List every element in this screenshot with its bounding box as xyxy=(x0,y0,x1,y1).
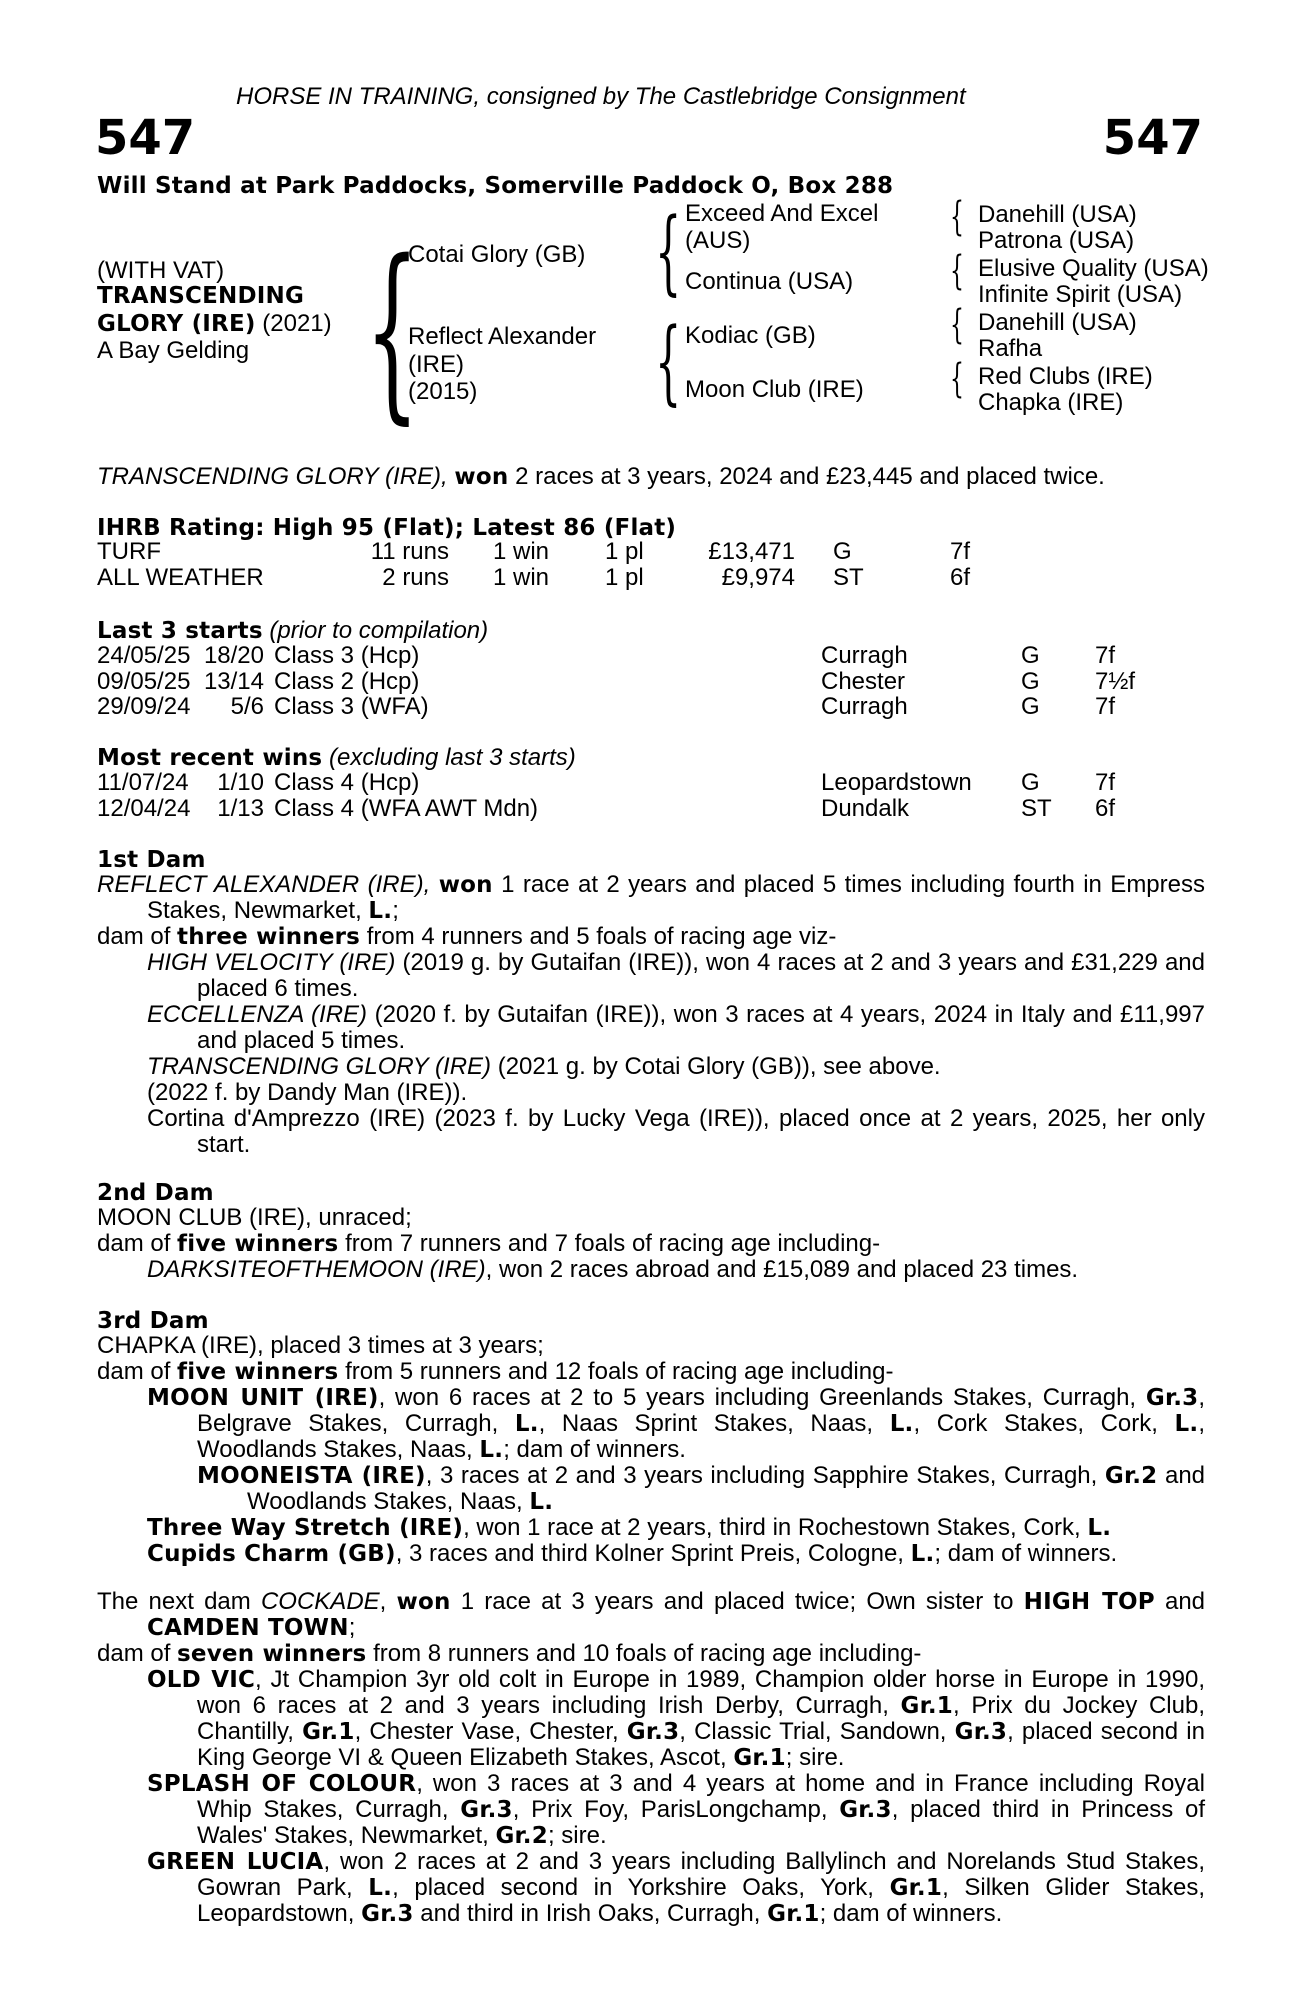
dam-name-line1: Reflect Alexander xyxy=(408,323,597,350)
pedigree-brace-dd: { xyxy=(950,356,964,402)
placed: 1 pl xyxy=(605,538,644,565)
course: Leopardstown xyxy=(821,769,972,796)
placed: 1 pl xyxy=(605,563,644,591)
distance: 7f xyxy=(950,538,971,565)
winners-count: seven winners xyxy=(177,1641,367,1667)
table-row xyxy=(97,796,1115,822)
punct: ; xyxy=(392,897,399,924)
winners-count: five winners xyxy=(177,1231,339,1257)
last3-note: (prior to compilation) xyxy=(269,617,489,644)
produce-entry xyxy=(97,950,1205,1002)
produce-name: MOON UNIT (IRE) xyxy=(147,1385,379,1411)
first-dam-produce-line xyxy=(97,924,1205,950)
produce-record: (2019 g. by Gutaifan (IRE)), won 4 races at 2 and 3 years and £31,229 and placed 6 times. xyxy=(197,949,1206,1002)
sire-name: Cotai Glory (GB) xyxy=(408,241,586,268)
runs: 2 runs xyxy=(382,563,449,591)
first-dam-heading: 1st Dam xyxy=(97,847,206,873)
sires-sire-line1: Exceed And Excel xyxy=(685,200,879,227)
produce-entry: SPLASH OF COLOUR, won 3 races at 3 and 4 years at home and in France including Royal Whip Stakes, Curragh, Gr.3, Prix Foy, ParisLongchamp, Gr.3, placed third in Princess of Wales' Stakes, Newmarket, Gr.2; sire. xyxy=(147,1770,1206,1849)
text: dam of xyxy=(97,1358,171,1385)
produce-entry: Cupids Charm (GB), 3 races and third Kolner Sprint Preis, Cologne, L.; dam of winners. xyxy=(147,1540,1118,1567)
table-row xyxy=(97,770,1115,796)
text: from 5 runners and 12 foals of racing age including- xyxy=(345,1358,894,1385)
going: G xyxy=(1021,642,1040,669)
pedigree-brace-sd: { xyxy=(950,248,964,294)
lot-number-left: 547 xyxy=(95,110,196,166)
recent-wins-title: Most recent wins xyxy=(97,745,323,771)
distance: 7f xyxy=(1095,693,1116,720)
pedigree-brace-ds: { xyxy=(950,302,964,348)
table-row xyxy=(97,669,1135,695)
third-dam-block xyxy=(97,1333,1205,1567)
produce-name: SPLASH OF COLOUR xyxy=(147,1771,417,1797)
recent-wins-heading xyxy=(97,745,576,771)
produce-record: (2022 f. by Dandy Man (IRE)). xyxy=(147,1079,468,1106)
last3-title: Last 3 starts xyxy=(97,618,263,644)
pedigree-g3-4: Infinite Spirit (USA) xyxy=(978,281,1183,308)
produce-entry xyxy=(97,1106,1205,1158)
course: Dundalk xyxy=(821,794,910,822)
next-dam-produce-line: dam of seven winners from 8 runners and 10 foals of racing age including- xyxy=(97,1640,922,1667)
rating-heading: IHRB Rating: High 95 (Flat); Latest 86 (Flat) xyxy=(97,515,677,541)
pedigree-brace-dam: { xyxy=(655,308,682,415)
first-dam-block xyxy=(97,872,1205,1158)
dam-record: 1 race at 2 years and placed 5 times including fourth in Empress Stakes, Newmarket, xyxy=(147,871,1205,924)
produce-entry xyxy=(97,1002,1205,1054)
going: G xyxy=(1021,667,1040,695)
date: 24/05/25 xyxy=(97,642,191,669)
pedigree-g3-8: Chapka (IRE) xyxy=(978,389,1124,416)
pedigree-g3-5: Danehill (USA) xyxy=(978,309,1137,336)
position: 5/6 xyxy=(230,693,264,720)
second-dam-produce-line xyxy=(97,1231,1205,1257)
position: 18/20 xyxy=(203,642,264,669)
course: Chester xyxy=(821,667,906,695)
going: ST xyxy=(833,563,864,591)
horse-description: A Bay Gelding xyxy=(97,337,250,364)
text: from 7 runners and 7 foals of racing age including- xyxy=(345,1230,881,1257)
going: G xyxy=(1021,769,1040,796)
position: 1/13 xyxy=(217,794,264,822)
surface: ALL WEATHER xyxy=(97,563,264,591)
first-dam-line xyxy=(97,872,1205,924)
foal-year: (2021) xyxy=(262,310,332,337)
going: G xyxy=(833,538,852,565)
consignor-line: HORSE IN TRAINING, consigned by The Castlebridge Consignment xyxy=(236,83,966,110)
second-dam-line: MOON CLUB (IRE), unraced; xyxy=(97,1204,412,1231)
second-dam-heading: 2nd Dam xyxy=(97,1180,214,1206)
date: 12/04/24 xyxy=(97,794,191,822)
produce-entry: MOON UNIT (IRE), won 6 races at 2 to 5 years including Greenlands Stakes, Curragh, Gr.3, Belgrave Stakes, Curragh, L., Naas Sprint Stakes, Naas, L., Cork Stakes, Cork, L., Woodlands Stakes, Naas, L.; dam of winners. xyxy=(147,1384,1206,1463)
recent-wins-table xyxy=(97,770,1115,821)
text: dam of xyxy=(97,1230,171,1257)
produce-name: MOONEISTA (IRE) xyxy=(197,1463,426,1489)
race-class: Class 3 (WFA) xyxy=(274,693,429,720)
distance: 6f xyxy=(1095,794,1116,822)
produce-name: GREEN LUCIA xyxy=(147,1849,324,1875)
third-dam-produce-line xyxy=(97,1359,1205,1385)
produce-entry xyxy=(97,1080,1205,1106)
pedigree-brace-ss: { xyxy=(950,194,964,240)
horse-name-part2: GLORY (IRE) xyxy=(97,311,256,337)
race-summary xyxy=(97,464,1105,490)
pedigree-g3-7: Red Clubs (IRE) xyxy=(978,363,1153,390)
dams-sire: Kodiac (GB) xyxy=(685,322,816,349)
produce-name: OLD VIC xyxy=(147,1667,256,1693)
produce-record: (2021 g. by Cotai Glory (GB)), see above. xyxy=(497,1053,941,1080)
text: from 4 runners and 5 foals of racing age viz- xyxy=(366,923,837,950)
pedigree-g3-1: Danehill (USA) xyxy=(978,201,1137,228)
distance: 7½f xyxy=(1095,667,1136,695)
produce-entry xyxy=(97,1257,1205,1283)
horse-name-line1: TRANSCENDING xyxy=(97,283,305,309)
pedigree-g3-3: Elusive Quality (USA) xyxy=(978,255,1209,282)
next-dam-line: The next dam COCKADE, won 1 race at 3 years and placed twice; Own sister to HIGH TOP and CAMDEN TOWN; xyxy=(97,1588,1206,1641)
distance: 7f xyxy=(1095,769,1116,796)
produce-name: DARKSITEOFTHEMOON (IRE) xyxy=(147,1256,486,1283)
position: 13/14 xyxy=(203,667,264,695)
winners-count: three winners xyxy=(177,924,361,950)
runs: 11 runs xyxy=(370,538,449,565)
third-dam-heading: 3rd Dam xyxy=(97,1308,209,1334)
race-class: Class 4 (WFA AWT Mdn) xyxy=(274,794,539,822)
produce-record: (2020 f. by Gutaifan (IRE)), won 3 races at 4 years, 2024 in Italy and £11,997 and placed 5 times. xyxy=(197,1001,1205,1054)
wins: 1 win xyxy=(493,563,550,591)
produce-entry: MOONEISTA (IRE), 3 races at 2 and 3 years including Sapphire Stakes, Curragh, Gr.2 and Woodlands Stakes, Naas, L. xyxy=(197,1462,1206,1515)
position: 1/10 xyxy=(217,769,264,796)
dam-name-line3: (2015) xyxy=(408,378,478,405)
surface: TURF xyxy=(97,538,161,565)
produce-name: Three Way Stretch (IRE) xyxy=(147,1515,464,1541)
produce-entry: Three Way Stretch (IRE), won 1 race at 2 years, third in Rochestown Stakes, Cork, L. xyxy=(147,1514,1112,1541)
prize: £13,471 xyxy=(708,538,795,565)
prize: £9,974 xyxy=(721,563,795,591)
table-row xyxy=(97,539,970,565)
produce-entry xyxy=(97,1054,1205,1080)
pedigree-g3-2: Patrona (USA) xyxy=(978,227,1135,254)
third-dam-line: CHAPKA (IRE), placed 3 times at 3 years; xyxy=(97,1332,544,1359)
date: 09/05/25 xyxy=(97,667,191,695)
dam-name-line2: (IRE) xyxy=(408,351,464,378)
lot-number-right: 547 xyxy=(1102,110,1203,166)
listed-mark: L. xyxy=(368,898,393,924)
next-dam-block xyxy=(97,1589,1205,1927)
going: ST xyxy=(1021,794,1052,822)
produce-name: ECCELLENZA (IRE) xyxy=(147,1001,368,1028)
vat-label: (WITH VAT) xyxy=(97,257,225,284)
produce-name: HIGH VELOCITY (IRE) xyxy=(147,949,396,976)
race-class: Class 4 (Hcp) xyxy=(274,769,420,796)
distance: 6f xyxy=(950,563,971,591)
table-row xyxy=(97,643,1135,669)
summary-won: won xyxy=(454,464,509,490)
won-label: won xyxy=(438,872,493,898)
winners-count: five winners xyxy=(177,1359,339,1385)
produce-name: Cupids Charm (GB) xyxy=(147,1541,396,1567)
summary-rest: 2 races at 3 years, 2024 and £23,445 and placed twice. xyxy=(515,463,1105,490)
summary-horse-name: TRANSCENDING GLORY (IRE), xyxy=(97,463,448,490)
pedigree-brace-sire: { xyxy=(655,198,682,305)
dam-name: COCKADE xyxy=(260,1588,380,1615)
horse-name-line2 xyxy=(97,311,332,337)
wins: 1 win xyxy=(493,538,550,565)
race-class: Class 3 (Hcp) xyxy=(274,642,420,669)
date: 29/09/24 xyxy=(97,693,191,720)
produce-record: , won 2 races abroad and £15,089 and placed 23 times. xyxy=(485,1256,1079,1283)
produce-name: TRANSCENDING GLORY (IRE) xyxy=(147,1053,492,1080)
dam-name: REFLECT ALEXANDER (IRE), xyxy=(97,871,431,898)
last3-heading xyxy=(97,618,488,644)
produce-record: Cortina d'Amprezzo (IRE) (2023 f. by Lucky Vega (IRE)), placed once at 2 years, 2025, her only start. xyxy=(147,1105,1205,1158)
going: G xyxy=(1021,693,1040,720)
text: dam of xyxy=(97,923,171,950)
distance: 7f xyxy=(1095,642,1116,669)
recent-wins-note: (excluding last 3 starts) xyxy=(329,744,576,771)
produce-entry: GREEN LUCIA, won 2 races at 2 and 3 years including Ballylinch and Norelands Stud Stakes, Gowran Park, L., placed second in Yorkshire Oaks, York, Gr.1, Silken Glider Stakes, Leopardstown, Gr.3 and third in Irish Oaks, Curragh, Gr.1; dam of winners. xyxy=(147,1848,1205,1927)
course: Curragh xyxy=(821,693,908,720)
race-class: Class 2 (Hcp) xyxy=(274,667,420,695)
course: Curragh xyxy=(821,642,908,669)
date: 11/07/24 xyxy=(97,769,189,796)
sires-dam: Continua (USA) xyxy=(685,268,854,295)
stabling-line: Will Stand at Park Paddocks, Somerville Paddock O, Box 288 xyxy=(97,173,894,199)
sires-sire-line2: (AUS) xyxy=(685,227,751,254)
table-row xyxy=(97,565,970,591)
pedigree-g3-6: Rafha xyxy=(978,335,1043,362)
rating-table xyxy=(97,539,970,590)
second-dam-block xyxy=(97,1205,1205,1283)
pedigree-brace-main: { xyxy=(365,220,420,441)
dams-dam: Moon Club (IRE) xyxy=(685,376,864,403)
table-row xyxy=(97,694,1135,720)
produce-entry: OLD VIC, Jt Champion 3yr old colt in Europe in 1989, Champion older horse in Europe in 1990, won 6 races at 2 and 3 years including Irish Derby, Curragh, Gr.1, Prix du Jockey Club, Chantilly, Gr.1, Chester Vase, Chester, Gr.3, Classic Trial, Sandown, Gr.3, placed second in King George VI & Queen Elizabeth Stakes, Ascot, Gr.1; sire. xyxy=(147,1666,1206,1771)
last3-table xyxy=(97,643,1135,720)
